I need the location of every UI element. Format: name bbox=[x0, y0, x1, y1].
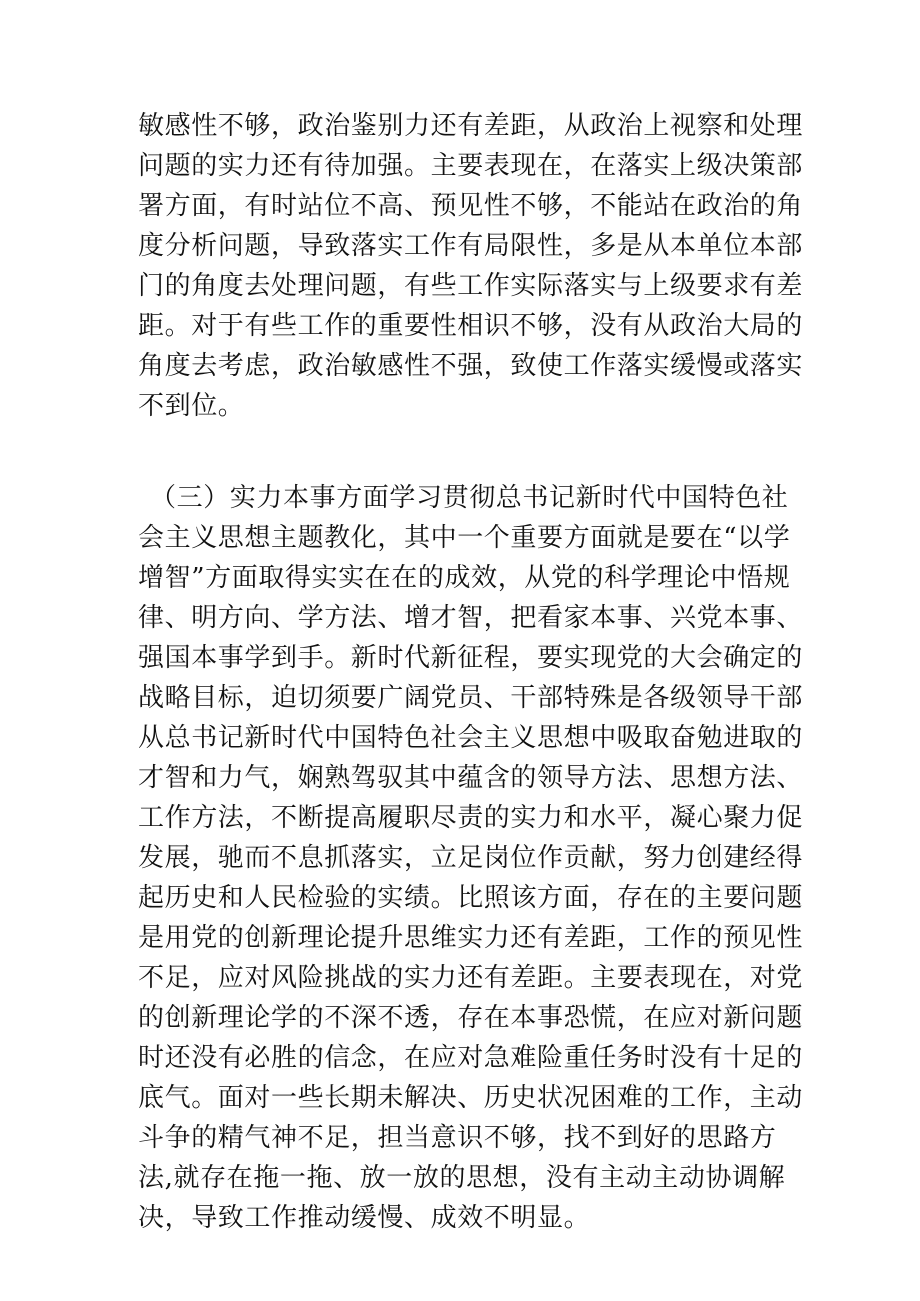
text-line: 问题的实力还有待加强。主要表现在，在落实上级决策部 bbox=[138, 151, 804, 181]
text-line: 斗争的精气神不足，担当意识不够，找不到好的思路方 bbox=[138, 1123, 777, 1153]
text-line: 底气。面对一些长期未解决、历史状况困难的工作，主动 bbox=[138, 1083, 804, 1113]
text-line: 门的角度去处理问题，有些工作实际落实与上级要求有差 bbox=[138, 271, 804, 301]
text-line: 署方面，有时站位不高、预见性不够，不能站在政治的角 bbox=[138, 191, 804, 221]
text-line: 敏感性不够，政治鉴别力还有差距，从政治上视察和处理 bbox=[138, 111, 804, 141]
text-line: 不足，应对风险挑战的实力还有差距。主要表现在，对党 bbox=[138, 963, 804, 993]
text-line: 不到位。 bbox=[138, 391, 245, 421]
text-line: 是用党的创新理论提升思维实力还有差距，工作的预见性 bbox=[138, 923, 804, 953]
text-line: 距。对于有些工作的重要性相识不够，没有从政治大局的 bbox=[138, 311, 804, 341]
text-line: 起历史和人民检验的实绩。比照该方面，存在的主要问题 bbox=[138, 883, 804, 913]
text-line: 工作方法，不断提高履职尽责的实力和水平，凝心聚力促 bbox=[138, 803, 804, 833]
section-heading-line: （三）实力本事方面学习贯彻总书记新时代中国特色社 bbox=[150, 483, 789, 513]
text-line: 的创新理论学的不深不透，存在本事恐慌，在应对新问题 bbox=[138, 1003, 804, 1033]
text-line: 角度去考虑，政治敏感性不强，致使工作落实缓慢或落实 bbox=[138, 351, 804, 381]
text-line: 从总书记新时代中国特色社会主义思想中吸取奋勉进取的 bbox=[138, 723, 804, 753]
text-line: 强国本事学到手。新时代新征程，要实现党的大会确定的 bbox=[138, 643, 804, 673]
text-line: 时还没有必胜的信念，在应对急难险重任务时没有十足的 bbox=[138, 1043, 804, 1073]
text-line: 战略目标，迫切须要广阔党员、干部特殊是各级领导干部 bbox=[138, 683, 804, 713]
text-line: 才智和力气，娴熟驾驭其中蕴含的领导方法、思想方法、 bbox=[138, 763, 804, 793]
text-line: 增智”方面取得实实在在的成效，从党的科学理论中悟规 bbox=[138, 563, 791, 593]
text-line: 决，导致工作推动缓慢、成效不明显。 bbox=[138, 1203, 591, 1233]
text-line: 法,就存在拖一拖、放一放的思想，没有主动主动协调解 bbox=[138, 1163, 786, 1193]
text-line: 度分析问题，导致落实工作有局限性，多是从本单位本部 bbox=[138, 231, 804, 261]
text-line: 会主义思想主题教化，其中一个重要方面就是要在“以学 bbox=[138, 523, 791, 553]
text-line: 律、明方向、学方法、增才智，把看家本事、兴党本事、 bbox=[138, 603, 804, 633]
text-line: 发展，驰而不息抓落实，立足岗位作贡献，努力创建经得 bbox=[138, 843, 804, 873]
